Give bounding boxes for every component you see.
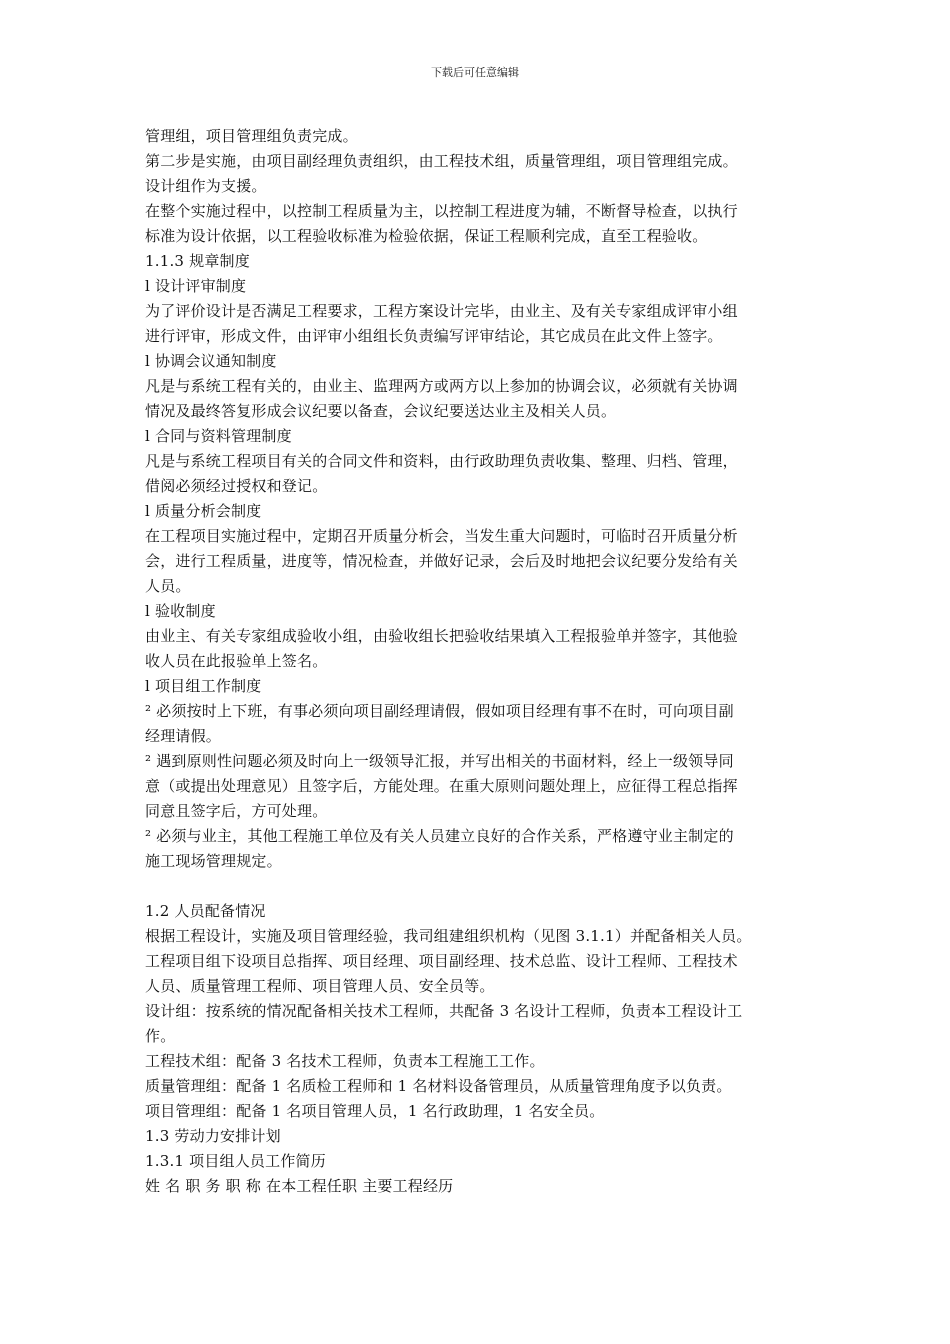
text-line: 会，进行工程质量，进度等，情况检查，并做好记录，会后及时地把会议纪要分发给有关 <box>145 552 738 570</box>
text-line: 根据工程设计，实施及项目管理经验，我司组建组织机构（见图 3.1.1）并配备相关人员。 <box>145 927 752 945</box>
text-line: 人员。 <box>145 577 191 595</box>
text-line: 工程项目组下设项目总指挥、项目经理、项目副经理、技术总监、设计工程师、工程技术 <box>145 952 738 970</box>
text-line: 1.2 人员配备情况 <box>145 902 266 920</box>
text-line: 在工程项目实施过程中，定期召开质量分析会，当发生重大问题时，可临时召开质量分析 <box>145 527 738 545</box>
text-line: 进行评审，形成文件，由评审小组组长负责编写评审结论，其它成员在此文件上签字。 <box>145 327 723 345</box>
text-line: 施工现场管理规定。 <box>145 852 282 870</box>
text-line: ² 必须与业主，其他工程施工单位及有关人员建立良好的合作关系，严格遵守业主制定的 <box>145 827 734 845</box>
text-line: 1.1.3 规章制度 <box>145 252 250 270</box>
text-line: 同意且签字后，方可处理。 <box>145 802 328 820</box>
text-line: 项目管理组：配备 1 名项目管理人员，1 名行政助理，1 名安全员。 <box>145 1102 605 1120</box>
text-line: 由业主、有关专家组成验收小组，由验收组长把验收结果填入工程报验单并签字，其他验 <box>145 627 738 645</box>
document-body <box>145 124 810 1199</box>
text-line: 凡是与系统工程项目有关的合同文件和资料，由行政助理负责收集、整理、归档、管理， <box>145 452 738 470</box>
text-line: 收人员在此报验单上签名。 <box>145 652 328 670</box>
blank-line <box>145 874 810 899</box>
text-line: 工程技术组：配备 3 名技术工程师，负责本工程施工工作。 <box>145 1052 545 1070</box>
text-line: 姓 名 职 务 职 称 在本工程任职 主要工程经历 <box>145 1177 454 1195</box>
text-line: 在整个实施过程中，以控制工程质量为主，以控制工程进度为辅，不断督导检查，以执行 <box>145 202 738 220</box>
text-line: 1.3.1 项目组人员工作简历 <box>145 1152 326 1170</box>
text-line: l 质量分析会制度 <box>145 502 262 520</box>
text-line: l 协调会议通知制度 <box>145 352 277 370</box>
text-line: 标准为设计依据，以工程验收标准为检验依据，保证工程顺利完成，直至工程验收。 <box>145 227 708 245</box>
text-line: l 项目组工作制度 <box>145 677 262 695</box>
text-line: 作。 <box>145 1027 176 1045</box>
text-line: 设计组：按系统的情况配备相关技术工程师，共配备 3 名设计工程师，负责本工程设计工 <box>145 1002 743 1020</box>
text-line: ² 必须按时上下班，有事必须向项目副经理请假，假如项目经理有事不在时，可向项目副 <box>145 702 734 720</box>
text-line: 意（或提出处理意见）且签字后，方能处理。在重大原则问题处理上，应征得工程总指挥 <box>145 777 738 795</box>
text-line: 质量管理组：配备 1 名质检工程师和 1 名材料设备管理员，从质量管理角度予以负责。 <box>145 1077 732 1095</box>
text-line: l 设计评审制度 <box>145 277 247 295</box>
text-line: 人员、质量管理工程师、项目管理人员、安全员等。 <box>145 977 495 995</box>
text-line: 管理组，项目管理组负责完成。 <box>145 127 358 145</box>
text-line: 借阅必须经过授权和登记。 <box>145 477 328 495</box>
text-line: l 合同与资料管理制度 <box>145 427 292 445</box>
text-line: 凡是与系统工程有关的，由业主、监理两方或两方以上参加的协调会议，必须就有关协调 <box>145 377 738 395</box>
text-line: ² 遇到原则性问题必须及时向上一级领导汇报，并写出相关的书面材料，经上一级领导同 <box>145 752 734 770</box>
text-line: 设计组作为支援。 <box>145 177 267 195</box>
text-line: 为了评价设计是否满足工程要求，工程方案设计完毕，由业主、及有关专家组成评审小组 <box>145 302 738 320</box>
text-line: l 验收制度 <box>145 602 216 620</box>
text-line: 情况及最终答复形成会议纪要以备查，会议纪要送达业主及相关人员。 <box>145 402 617 420</box>
text-line: 第二步是实施，由项目副经理负责组织，由工程技术组，质量管理组，项目管理组完成。 <box>145 152 738 170</box>
text-line: 1.3 劳动力安排计划 <box>145 1127 281 1145</box>
page-header: 下载后可任意编辑 <box>431 66 519 79</box>
text-line: 经理请假。 <box>145 727 222 745</box>
